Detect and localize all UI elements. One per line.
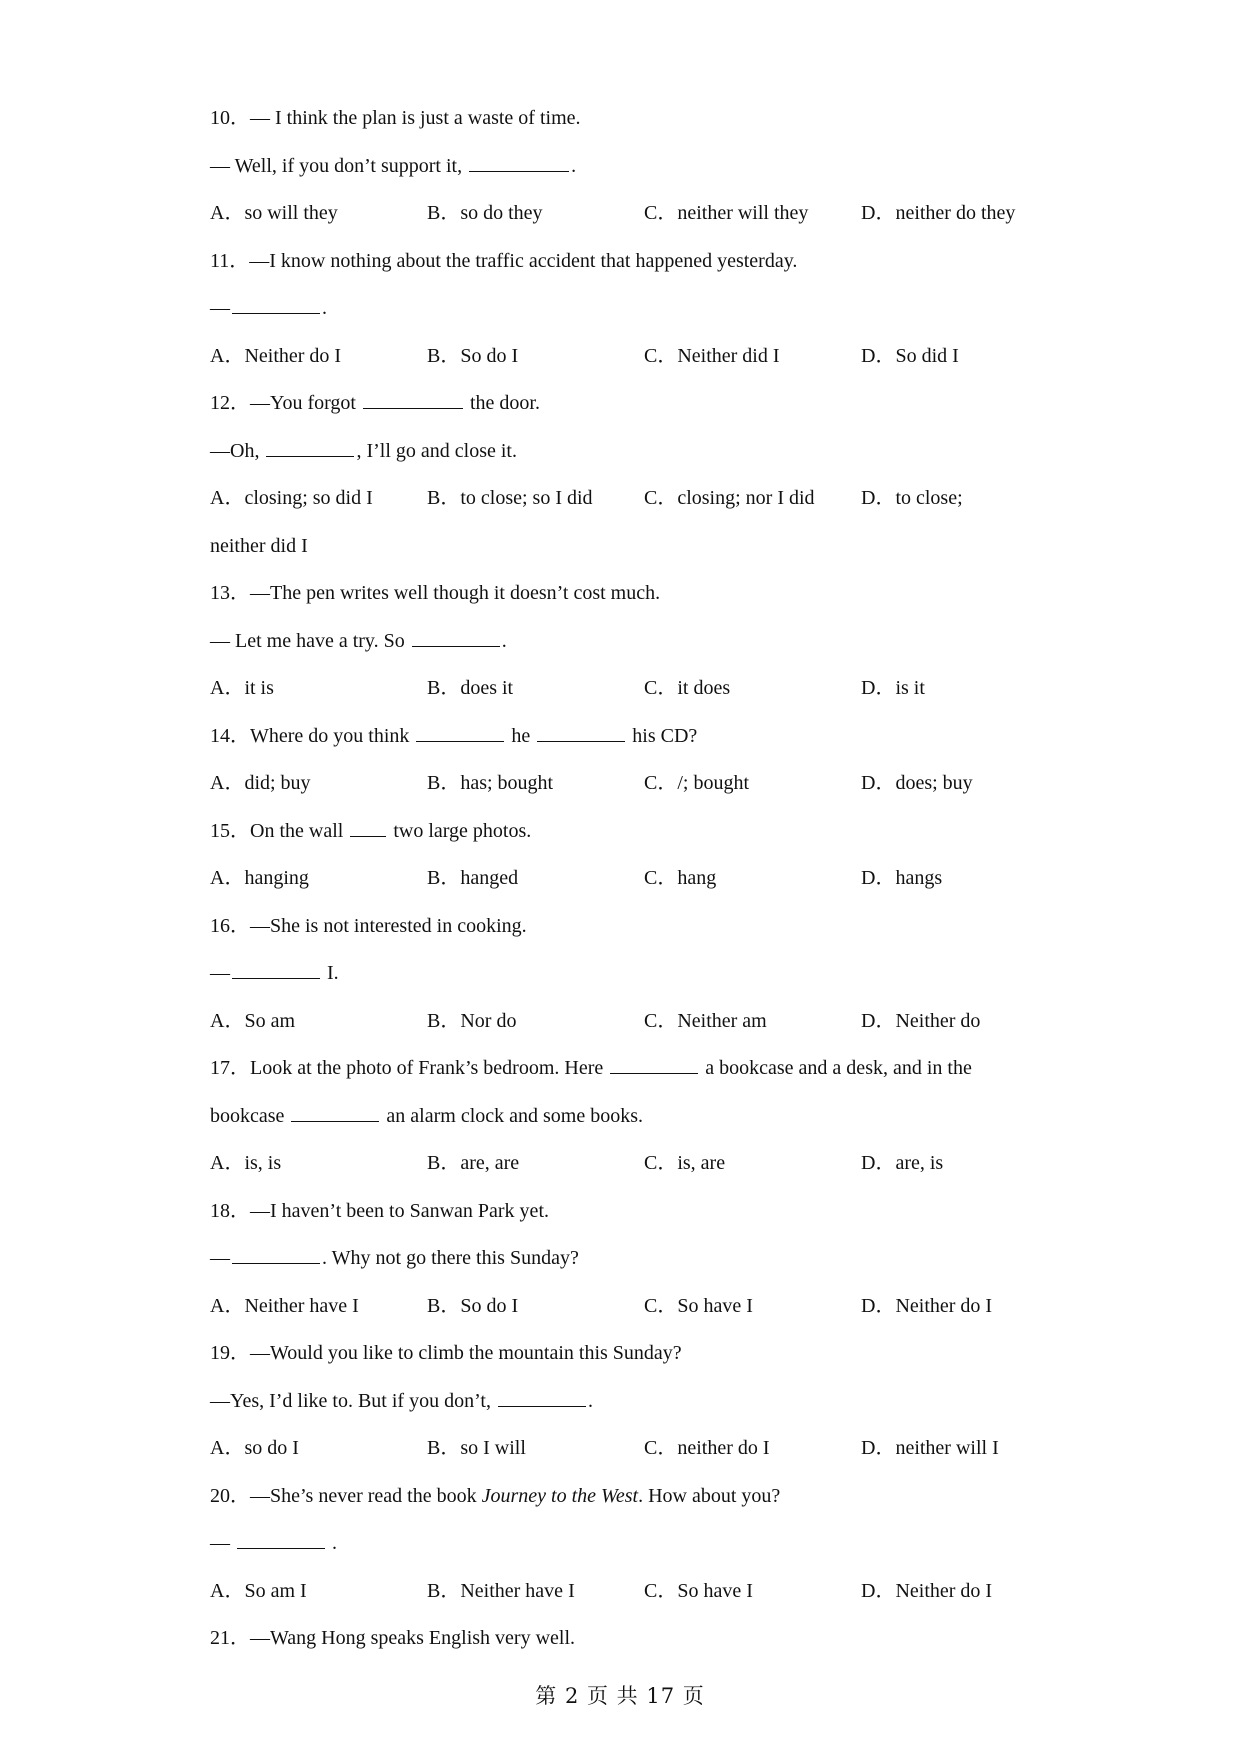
- option-a[interactable]: A．Neither have I: [210, 1294, 359, 1317]
- option-c[interactable]: C．hang: [644, 867, 717, 889]
- q15-stem-pre: 15．On the wall: [210, 819, 349, 842]
- option-a[interactable]: A．closing; so did I: [210, 487, 373, 509]
- q14-stem-pre: 14．Where do you think: [210, 724, 415, 747]
- q16-line2-pre: —: [210, 962, 230, 984]
- question-20-options: [210, 1568, 1050, 1616]
- option-d[interactable]: D．Neither do: [861, 1009, 981, 1032]
- option-d[interactable]: D．are, is: [861, 1152, 944, 1174]
- option-a[interactable]: A．so will they: [210, 202, 338, 224]
- question-19-stem: 19．—Would you like to climb the mountain this Sunday?: [210, 1342, 682, 1364]
- q20-stem-pre: 20．—She’s never read the book: [210, 1484, 482, 1507]
- option-b[interactable]: B．So do I: [427, 344, 519, 367]
- book-title: Journey to the West: [481, 1484, 639, 1507]
- q10-line2-pre: — Well, if you don’t support it,: [210, 154, 468, 177]
- option-b[interactable]: B．has; bought: [427, 772, 554, 794]
- question-16-stem: 16．—She is not interested in cooking.: [210, 914, 527, 937]
- q19-line2-post: .: [587, 1389, 593, 1412]
- q14-stem-post: his CD?: [627, 724, 698, 747]
- option-a[interactable]: A．is, is: [210, 1152, 282, 1174]
- q12-line2-pre: —Oh,: [210, 439, 265, 462]
- option-d[interactable]: D．does; buy: [861, 772, 973, 794]
- option-d[interactable]: D．So did I: [861, 344, 959, 367]
- option-d[interactable]: D．is it: [861, 677, 925, 699]
- question-17-stem: [210, 1045, 1050, 1093]
- q10-line2-post: .: [571, 154, 577, 177]
- q13-line2-pre: — Let me have a try. So: [210, 629, 410, 652]
- q17-line2-post: an alarm clock and some books.: [381, 1104, 644, 1127]
- question-18-options: [210, 1283, 1050, 1331]
- answer-blank: [291, 1107, 379, 1122]
- q17-stem-pre: 17．Look at the photo of Frank’s bedroom. Here: [210, 1057, 609, 1079]
- q11-line2-post: .: [322, 297, 327, 319]
- option-b[interactable]: B．Nor do: [427, 1009, 517, 1032]
- page-number-footer: 第 2 页 共 17 页: [535, 1684, 705, 1708]
- question-11-stem: 11．—I know nothing about the traffic accident that happened yesterday.: [210, 249, 798, 272]
- option-b[interactable]: B．are, are: [427, 1152, 520, 1174]
- answer-blank: [416, 727, 504, 742]
- answer-blank: [412, 632, 500, 647]
- question-list: [210, 95, 1050, 1663]
- option-d[interactable]: D．neither will I: [861, 1437, 999, 1459]
- option-b[interactable]: B．does it: [427, 677, 514, 699]
- question-11-options: [210, 333, 1050, 381]
- question-20-line2: [210, 1520, 1050, 1568]
- question-15-stem: [210, 808, 1050, 856]
- q12-stem-pre: 12．—You forgot: [210, 392, 361, 414]
- answer-blank: [610, 1059, 698, 1074]
- option-c[interactable]: C．Neither am: [644, 1009, 767, 1032]
- option-a[interactable]: A．hanging: [210, 867, 309, 889]
- q12-stem-post: the door.: [464, 392, 540, 414]
- question-19-options: [210, 1425, 1050, 1473]
- option-a[interactable]: A．Neither do I: [210, 344, 342, 367]
- q20-stem-post: . How about you?: [638, 1484, 781, 1507]
- question-18-stem: 18．—I haven’t been to Sanwan Park yet.: [210, 1199, 549, 1222]
- option-b[interactable]: B．so I will: [427, 1437, 526, 1459]
- option-c[interactable]: C．it does: [644, 677, 731, 699]
- q16-line2-post: I.: [322, 962, 339, 984]
- option-a[interactable]: A．it is: [210, 677, 274, 699]
- answer-blank: [232, 964, 320, 979]
- question-12-option-d-wrap: neither did I: [210, 534, 308, 557]
- option-c[interactable]: C．closing; nor I did: [644, 487, 815, 509]
- option-d[interactable]: D．hangs: [861, 867, 943, 889]
- question-17-line2: [210, 1093, 1050, 1141]
- option-d[interactable]: D．Neither do I: [861, 1294, 993, 1317]
- q20-line2-pre: —: [210, 1532, 235, 1554]
- option-c[interactable]: C．/; bought: [644, 772, 750, 794]
- option-a[interactable]: A．So am I: [210, 1579, 307, 1602]
- q17-stem-post: a bookcase and a desk, and in the: [700, 1057, 972, 1079]
- option-d[interactable]: D．neither do they: [861, 202, 1016, 224]
- question-16-line2: [210, 950, 1050, 998]
- question-19-line2: [210, 1378, 1050, 1426]
- question-16-options: [210, 998, 1050, 1046]
- question-12-stem: [210, 380, 1050, 428]
- answer-blank: [232, 299, 320, 314]
- q14-stem-mid: he: [506, 724, 536, 747]
- question-10-stem: 10．— I think the plan is just a waste of time.: [210, 107, 581, 129]
- question-11-line2: [210, 285, 1050, 333]
- answer-blank: [350, 822, 386, 837]
- question-20-stem: [210, 1473, 1050, 1521]
- option-a[interactable]: A．did; buy: [210, 772, 311, 794]
- question-13-stem: 13．—The pen writes well though it doesn’t cost much.: [210, 582, 661, 604]
- option-c[interactable]: C．neither do I: [644, 1437, 770, 1459]
- option-d[interactable]: D．Neither do I: [861, 1579, 993, 1602]
- option-c[interactable]: C．So have I: [644, 1579, 753, 1602]
- q19-line2-pre: —Yes, I’d like to. But if you don’t,: [210, 1389, 496, 1412]
- question-10-options: [210, 190, 1050, 238]
- answer-blank: [237, 1534, 325, 1549]
- q17-line2-pre: bookcase: [210, 1104, 290, 1127]
- option-d[interactable]: D．to close;: [861, 487, 963, 509]
- question-12-line2: [210, 428, 1050, 476]
- question-17-options: [210, 1140, 1050, 1188]
- question-14-stem: [210, 713, 1050, 761]
- option-c[interactable]: C．Neither did I: [644, 344, 780, 367]
- option-c[interactable]: C．neither will they: [644, 202, 809, 224]
- q18-line2-pre: —: [210, 1247, 230, 1269]
- answer-blank: [232, 1249, 320, 1264]
- option-c[interactable]: C．is, are: [644, 1152, 726, 1174]
- q13-line2-post: .: [501, 629, 507, 652]
- answer-blank: [266, 442, 354, 457]
- q18-line2-post: . Why not go there this Sunday?: [322, 1247, 579, 1269]
- answer-blank: [498, 1392, 586, 1407]
- question-15-options: [210, 855, 1050, 903]
- q11-line2-pre: —: [210, 297, 230, 319]
- question-21-stem: 21．—Wang Hong speaks English very well.: [210, 1627, 575, 1649]
- answer-blank: [469, 157, 569, 172]
- option-b[interactable]: B．so do they: [427, 202, 543, 224]
- option-b[interactable]: B．to close; so I did: [427, 487, 593, 509]
- question-14-options: [210, 760, 1050, 808]
- option-c[interactable]: C．So have I: [644, 1294, 753, 1317]
- question-18-line2: [210, 1235, 1050, 1283]
- option-b[interactable]: B．hanged: [427, 867, 519, 889]
- option-b[interactable]: B．So do I: [427, 1294, 519, 1317]
- answer-blank: [363, 394, 463, 409]
- option-a[interactable]: A．so do I: [210, 1437, 299, 1459]
- q12-line2-post: , I’ll go and close it.: [356, 439, 517, 462]
- option-a[interactable]: A．So am: [210, 1009, 295, 1032]
- question-13-options: [210, 665, 1050, 713]
- question-13-line2: [210, 618, 1050, 666]
- q15-stem-post: two large photos.: [388, 819, 532, 842]
- q20-line2-post: .: [327, 1532, 337, 1554]
- option-b[interactable]: B．Neither have I: [427, 1579, 575, 1602]
- question-10-line2: [210, 143, 1050, 191]
- answer-blank: [537, 727, 625, 742]
- question-12-options: [210, 475, 1050, 523]
